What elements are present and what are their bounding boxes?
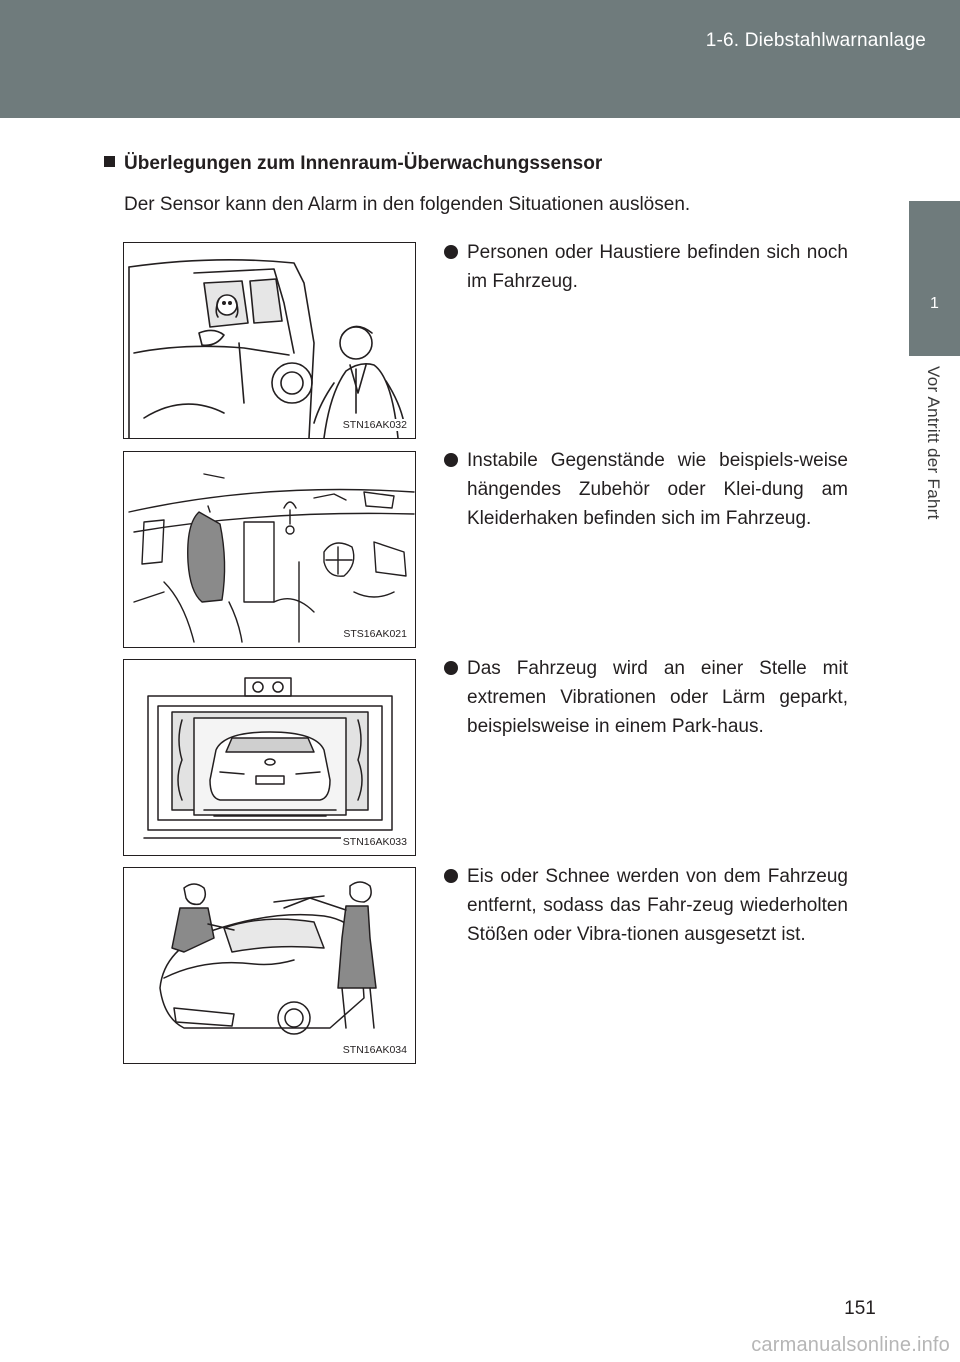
car-with-dog-illustration xyxy=(124,243,415,438)
snow-removal-illustration xyxy=(124,868,415,1063)
car-in-parking-garage-illustration xyxy=(124,660,415,855)
chapter-side-label xyxy=(909,366,960,551)
list-item-text: Das Fahrzeug wird an einer Stelle mit extremen Vibrationen oder Lärm geparkt, beispielsweise in einem Park-haus. xyxy=(467,658,848,737)
chapter-title: 1-6. Diebstahlwarnanlage xyxy=(705,30,926,51)
bullet-icon xyxy=(444,453,458,467)
list-item xyxy=(444,862,848,949)
section-heading xyxy=(104,153,602,175)
list-item xyxy=(444,238,848,296)
section-intro: Der Sensor kann den Alarm in den folgenden Situationen auslösen. xyxy=(124,194,691,215)
figure-code: STN16AK033 xyxy=(342,836,407,848)
figure-car-interior xyxy=(123,451,416,648)
section-title-text: Überlegungen zum Innenraum-Überwachungssensor xyxy=(124,153,603,174)
car-interior-illustration xyxy=(124,452,415,647)
figure-code: STS16AK021 xyxy=(343,628,407,640)
list-item xyxy=(444,446,848,533)
list-item-text: Eis oder Schnee werden von dem Fahrzeug entfernt, sodass das Fahr-zeug wiederholten Stößen oder Vibra-tionen ausgesetzt ist. xyxy=(467,866,848,945)
chapter-tab xyxy=(909,201,960,356)
chapter-label-text: Vor Antritt der Fahrt xyxy=(924,366,943,520)
bullet-icon xyxy=(444,245,458,259)
page-header xyxy=(0,0,960,118)
list-item-text: Instabile Gegenstände wie beispiels-weise hängendes Zubehör oder Klei-dung am Kleiderhaken befinden sich im Fahrzeug. xyxy=(467,450,848,529)
figure-snow-removal xyxy=(123,867,416,1064)
page-number: 151 xyxy=(844,1298,876,1319)
figure-code: STN16AK032 xyxy=(342,419,407,431)
bullet-icon xyxy=(444,661,458,675)
watermark-link[interactable]: carmanualsonline.info xyxy=(751,1334,950,1356)
figure-car-parking-garage xyxy=(123,659,416,856)
list-item xyxy=(444,654,848,741)
square-bullet-icon xyxy=(104,156,115,167)
chapter-number: 1 xyxy=(930,295,939,312)
bullet-icon xyxy=(444,869,458,883)
figure-code: STN16AK034 xyxy=(342,1044,407,1056)
figure-person-pet-in-car xyxy=(123,242,416,439)
list-item-text: Personen oder Haustiere befinden sich noch im Fahrzeug. xyxy=(467,242,848,292)
